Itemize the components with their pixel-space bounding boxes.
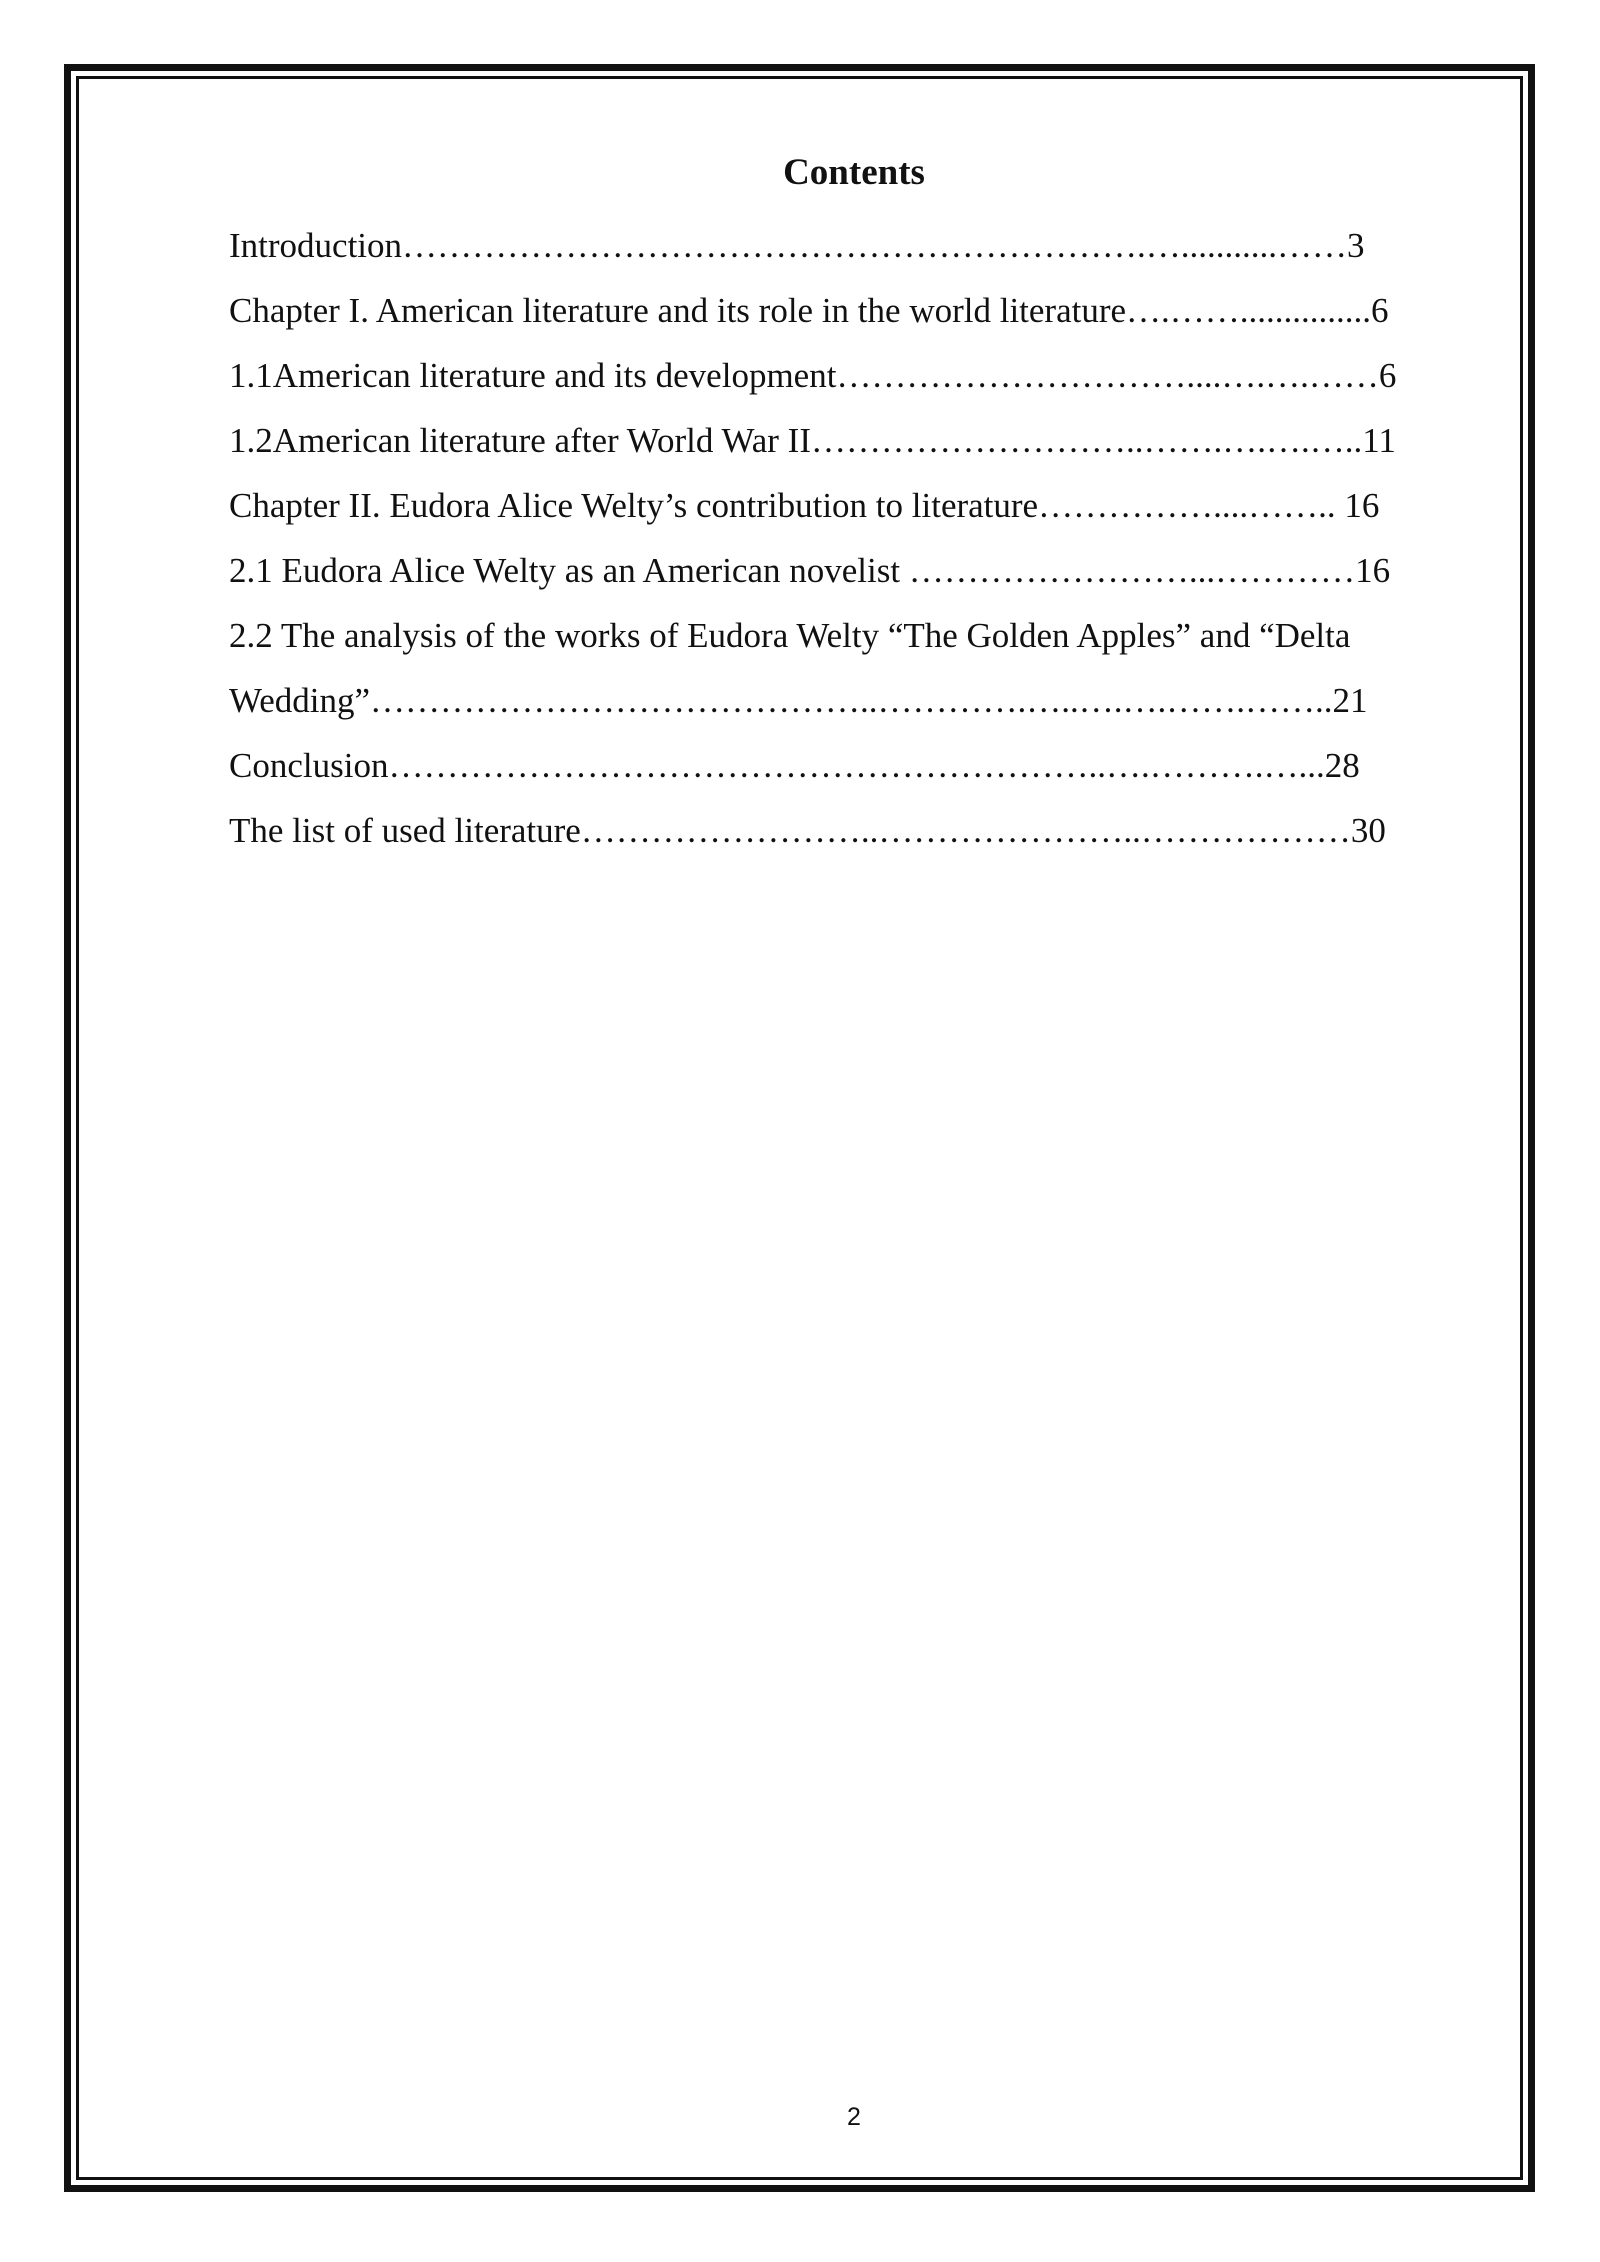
- toc-entry-conclusion: Conclusion……………………………………………………..….……….…...28: [229, 746, 1360, 785]
- page-number: 2: [847, 2103, 861, 2131]
- toc-entry-1-1: 1.1American literature and its development…………………………....….….……6: [229, 356, 1397, 395]
- toc-entry-literature-list: The list of used literature……………………..…………………..………………30: [229, 811, 1386, 850]
- toc-entry-chapter-2: Chapter II. Eudora Alice Welty’s contribution to literature……………....…….. 16: [229, 486, 1380, 525]
- toc-entry-2-2: 2.2 The analysis of the works of Eudora Welty “The Golden Apples” and “Delta: [229, 616, 1351, 655]
- toc-entry-2-1: 2.1 Eudora Alice Welty as an American novelist ……………………...…………16: [229, 551, 1391, 590]
- toc-entry-2-2-continued: Wedding”……………………………………..………….…..….….…….……..21: [229, 681, 1368, 720]
- table-of-contents: [229, 213, 1489, 863]
- toc-entry-1-2: 1.2American literature after World War II………………………..…….….….…..11: [229, 421, 1396, 460]
- contents-title: Contents: [783, 152, 925, 193]
- toc-entry-introduction: Introduction……………………………………………………….…...........……3: [229, 226, 1365, 265]
- toc-entry-chapter-1: Chapter I. American literature and its role in the world literature….……...............6: [229, 291, 1389, 330]
